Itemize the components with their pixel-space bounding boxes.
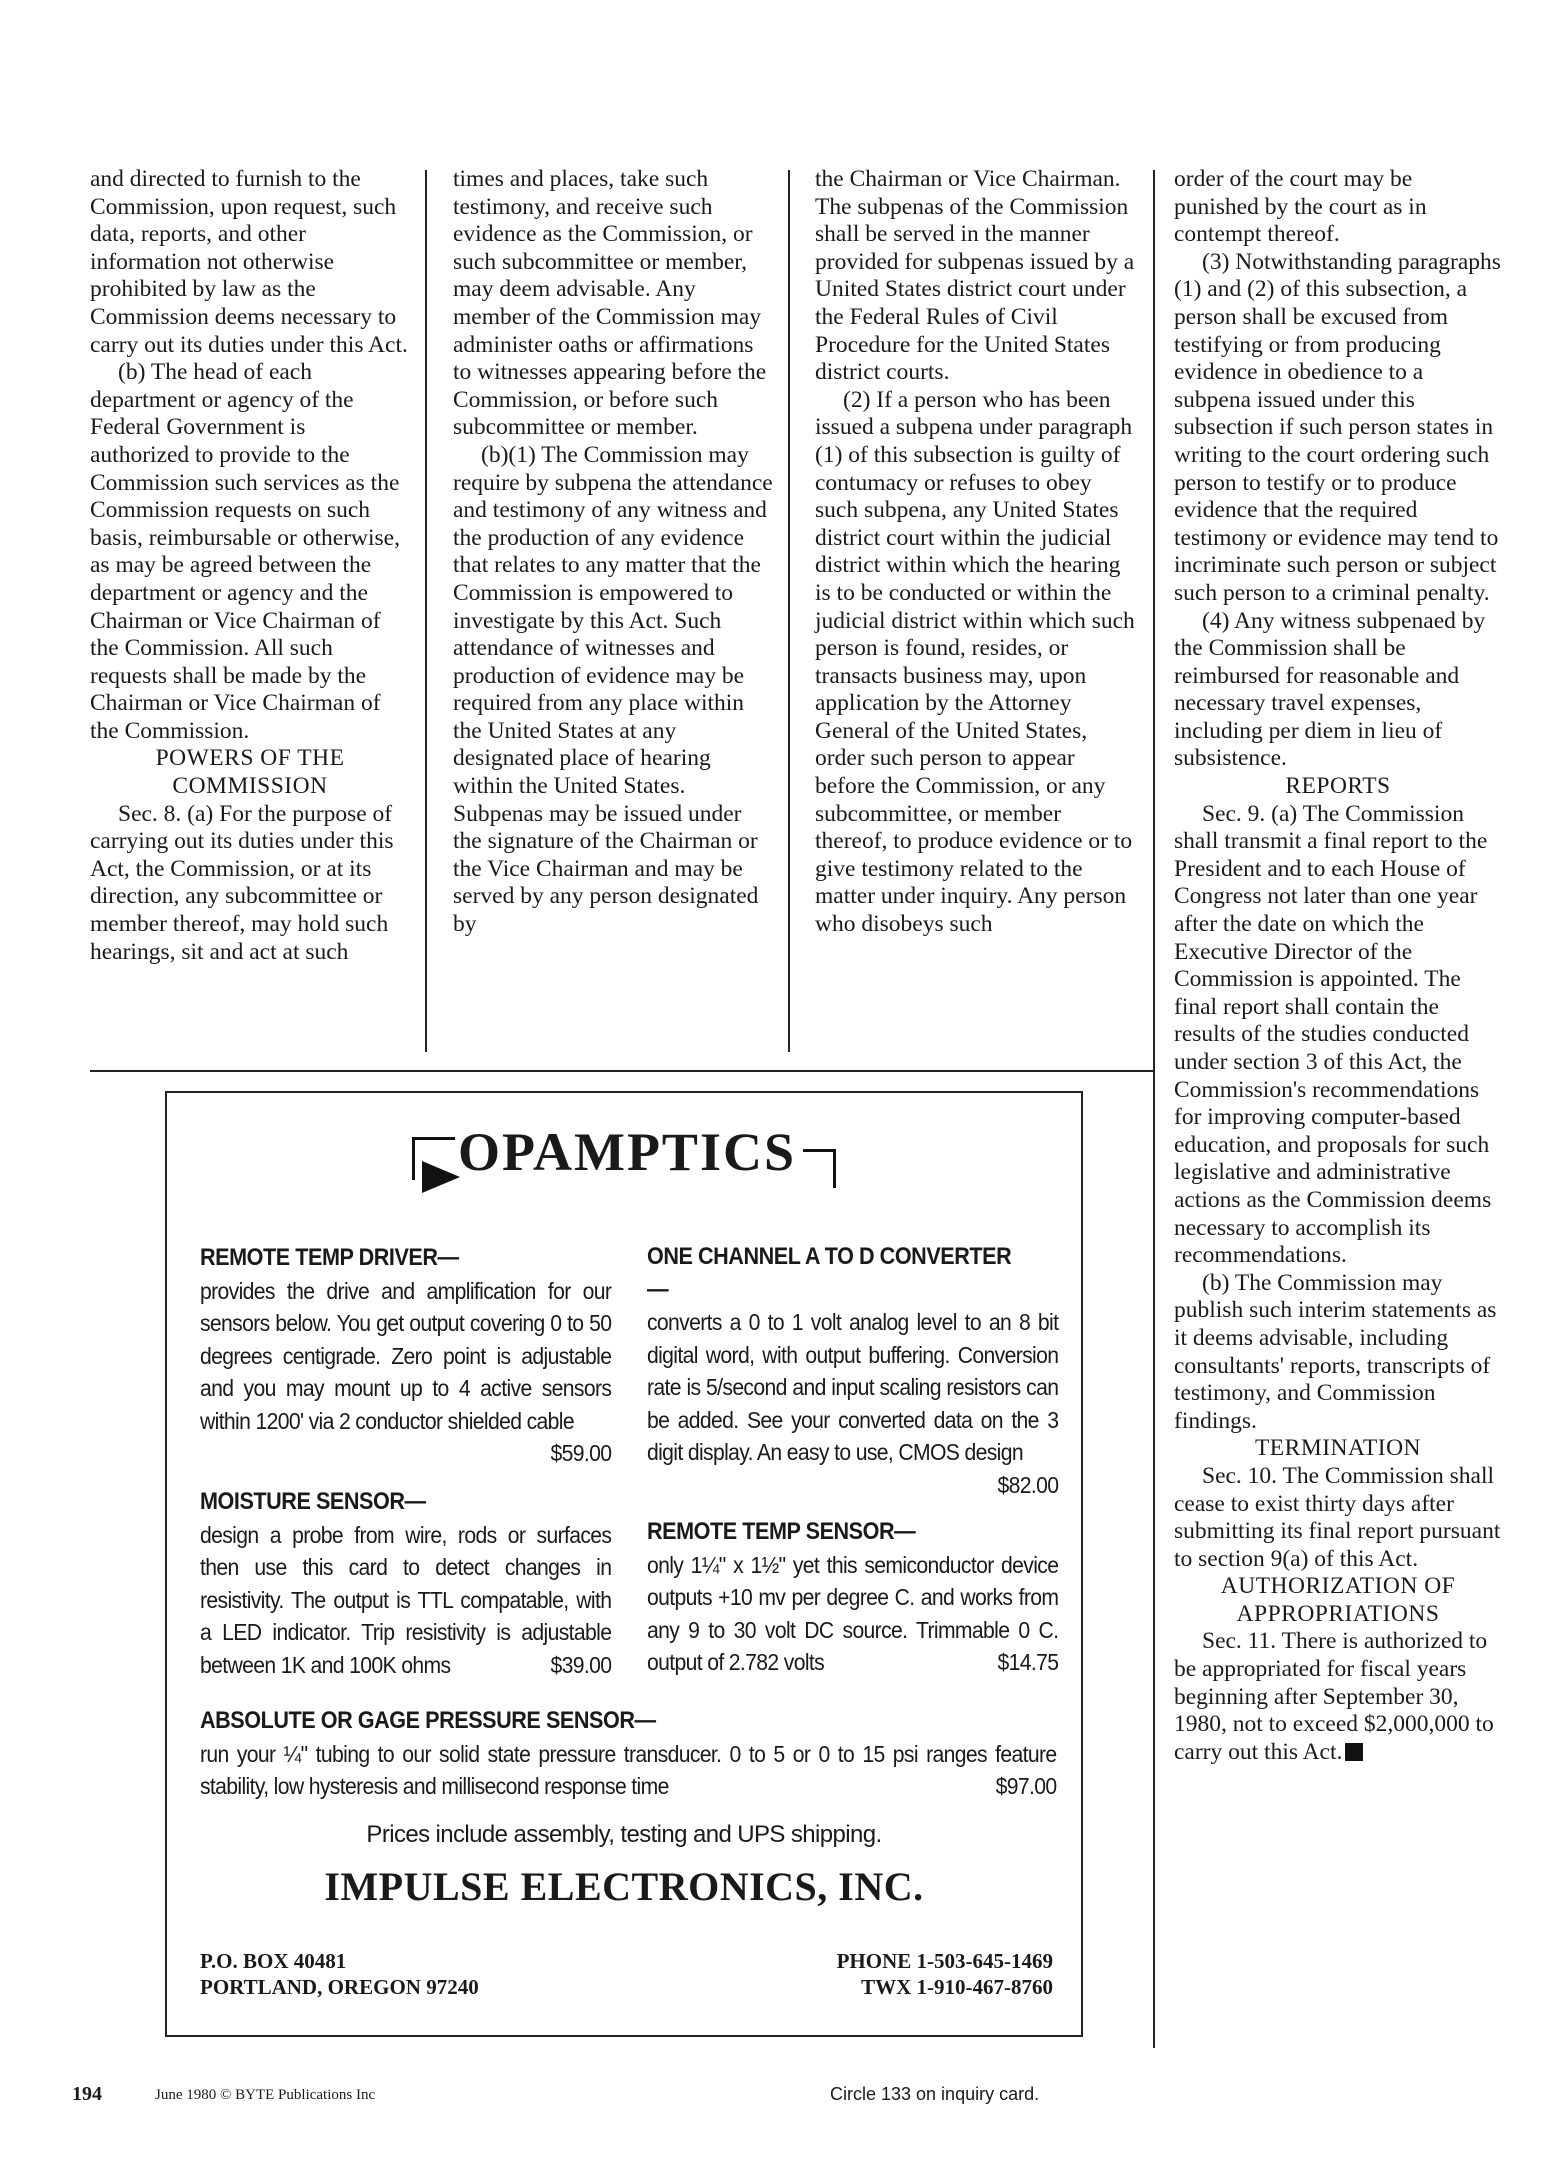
product-title: MOISTURE SENSOR— xyxy=(200,1488,426,1515)
product-pressure-sensor xyxy=(200,1704,1062,1803)
product-price: $39.00 xyxy=(550,1651,612,1678)
logo-bracket-right xyxy=(803,1149,836,1188)
section-heading: AUTHORIZATION OF xyxy=(1220,1573,1456,1600)
product-description-text: only 1¼" x 1½" yet this semiconductor device outputs +10 mv per degree C. and works from any 9 to 30 volt DC source. Trimmable 0 C. output of 2.782 volts xyxy=(647,1551,1059,1675)
product-price: $97.00 xyxy=(995,1773,1057,1799)
product-moisture-sensor xyxy=(200,1485,614,1681)
section-heading: COMMISSION xyxy=(172,773,328,800)
paragraph: the Chairman or Vice Chairman. The subpenas of the Commission shall be served in the manner provided for subpenas issued by a United States district court under the Federal Rules of Civil Procedure for the United States district courts. xyxy=(815,166,1135,386)
page-number: 194 xyxy=(72,2083,102,2105)
product-description-text: design a probe from wire, rods or surfaces then use this card to detect changes in resistivity. The output is TTL compatable, with a LED indicator. Trip resistivity is adjustable between 1K and 100K ohms xyxy=(200,1521,612,1678)
paragraph: order of the court may be punished by the court as in contempt thereof. xyxy=(1174,166,1427,248)
column-divider xyxy=(425,170,427,1052)
product-remote-temp-driver xyxy=(200,1241,614,1470)
section-heading: APPROPRIATIONS xyxy=(1236,1600,1440,1627)
paragraph: (b) The Commission may publish such interim statements as it deems advisable, including consultants' reports, transcripts of testimony, and Commission findings. xyxy=(1174,1269,1497,1434)
text-column-3 xyxy=(815,166,1137,939)
product-title: REMOTE TEMP SENSOR— xyxy=(647,1518,916,1545)
paragraph: (b) The head of each department or agency of the Federal Government is authorized to provide to the Commission such services as the Commission requests on such basis, reimbursable or otherwise, as may be agreed between the department or agency and the Chairman or Vice Chairman of the Commission. All such requests shall be made by the Chairman or Vice Chairman of the Commission. xyxy=(90,359,400,744)
product-description xyxy=(647,1549,1058,1679)
product-remote-temp-sensor xyxy=(647,1515,1061,1679)
product-description xyxy=(200,1738,1056,1803)
paragraph: (2) If a person who has been issued a subpena under paragraph (1) of this subsection is guilty of contumacy or refuses to obey such subpena, any United States district court within the judicial district within which the hearing is to be conducted or within the judicial district within which such person is found, resides, or transacts business may, upon application by the Attorney General of the United States, order such person to appear before the Commission, or any subcommittee, or member thereof, to produce evidence or to give testimony related to the matter under inquiry. Any person who disobeys such xyxy=(815,386,1135,938)
ad-logo xyxy=(167,1121,1081,1183)
product-description xyxy=(200,1519,611,1682)
product-price: $59.00 xyxy=(550,1440,612,1466)
paragraph-text: Sec. 11. There is authorized to be appropriated for fiscal years beginning after September 30, 1980, not to exceed $2,000,000 to carry out this Act. xyxy=(1174,1628,1494,1765)
product-description xyxy=(647,1306,1059,1498)
ad-note: Prices include assembly, testing and UPS shipping. xyxy=(366,1821,882,1848)
paragraph xyxy=(1174,1628,1502,1766)
inquiry-note: Circle 133 on inquiry card. xyxy=(830,2084,1040,2104)
product-price: $82.00 xyxy=(997,1471,1059,1498)
product-title: ABSOLUTE OR GAGE PRESSURE SENSOR— xyxy=(200,1707,656,1734)
logo-arrow-icon xyxy=(422,1161,460,1193)
paragraph: Sec. 10. The Commission shall cease to exist thirty days after submitting its final report pursuant to section 9(a) of this Act. xyxy=(1174,1462,1501,1572)
product-price: $14.75 xyxy=(997,1649,1059,1675)
twx-number: TWX 1-910-467-8760 xyxy=(861,1975,1053,1999)
product-description-text: provides the drive and amplification for our sensors below. You get output covering 0 to 50 degrees centigrade. Zero point is adjustable and you may mount up to 4 active sensors within 1200' via 2 conductor shielded cable xyxy=(200,1277,612,1434)
text-column-4 xyxy=(1174,166,1502,1766)
column-divider xyxy=(1153,170,1155,2048)
paragraph: Sec. 8. (a) For the purpose of carrying out its duties under this Act, the Commission, or at its direction, any subcommittee or member thereof, may hold such hearings, sit and act at such xyxy=(90,800,394,965)
advertisement xyxy=(165,1091,1083,2037)
section-heading: TERMINATION xyxy=(1254,1435,1422,1462)
section-heading: REPORTS xyxy=(1285,773,1391,800)
column-divider xyxy=(788,170,790,1052)
company-contact xyxy=(837,1948,1053,2000)
address-line: P.O. BOX 40481 xyxy=(200,1949,347,1973)
paragraph: (4) Any witness subpenaed by the Commission shall be reimbursed for reasonable and necessary travel expenses, including per diem in lieu of subsistence. xyxy=(1174,607,1486,772)
paragraph: and directed to furnish to the Commission, upon request, such data, reports, and other information not otherwise prohibited by law as the Commission deems necessary to carry out its duties under this Act. xyxy=(90,166,408,358)
product-title: ONE CHANNEL A TO D CONVERTER— xyxy=(647,1243,1012,1303)
paragraph: times and places, take such testimony, and receive such evidence as the Commission, or such subcommittee or member, may deem advisable. Any member of the Commission may administer oaths or affirmations to witnesses appearing before the Commission, or before such subcommittee or member. xyxy=(453,166,767,441)
paragraph: (b)(1) The Commission may require by subpena the attendance and testimony of any witness and the production of any evidence that relates to any matter that the Commission is empowered to investigate by this Act. Such attendance of witnesses and production of evidence may be required from any place within the United States at any designated place of hearing within the United States. Subpenas may be issued under the signature of the Chairman or the Vice Chairman and may be served by any person designated by xyxy=(453,441,773,938)
text-column-1 xyxy=(90,166,410,966)
product-title: REMOTE TEMP DRIVER— xyxy=(200,1244,459,1271)
company-name: IMPULSE ELECTRONICS, INC. xyxy=(324,1864,924,1909)
section-heading: POWERS OF THE xyxy=(155,745,345,772)
product-description xyxy=(200,1275,612,1466)
product-a-to-d-converter xyxy=(647,1241,1061,1501)
text-column-2 xyxy=(453,166,773,939)
issue-info: June 1980 © BYTE Publications Inc xyxy=(155,2087,376,2103)
end-mark-icon xyxy=(1345,1743,1363,1761)
paragraph: (3) Notwithstanding paragraphs (1) and (2) of this subsection, a person shall be excused from testifying or from producing evidence in obedience to a subpena issued under this subsection if such person states in writing to the court ordering such person to testify or to produce evidence that the required testimony or evidence may tend to incriminate such person or subject such person to a criminal penalty. xyxy=(1174,248,1501,606)
horizontal-divider xyxy=(90,1070,1153,1072)
product-description-text: converts a 0 to 1 volt analog level to an 8 bit digital word, with output buffering. Conversion rate is 5/second and input scaling resistors can be added. See your converted data on the 3 digit display. An easy to use, CMOS design xyxy=(647,1309,1059,1465)
company-address xyxy=(200,1948,479,2000)
phone-number: PHONE 1-503-645-1469 xyxy=(836,1949,1053,1973)
product-description-text: run your ¼" tubing to our solid state pressure transducer. 0 to 5 or 0 to 15 psi ranges feature stability, low hysteresis and millisecond response time xyxy=(200,1740,1057,1799)
paragraph: Sec. 9. (a) The Commission shall transmit a final report to the President and to each House of Congress not later than one year after the date on which the Executive Director of the Commission is appointed. The final report shall contain the results of the studies conducted under section 3 of this Act, the Commission's recommendations for improving computer-based education, and proposals for such legislative and administrative actions as the Commission deems necessary to accomplish its recommendations. xyxy=(1174,800,1492,1269)
logo-text: OPAMPTICS xyxy=(458,1122,796,1182)
address-line: PORTLAND, OREGON 97240 xyxy=(200,1975,479,1999)
